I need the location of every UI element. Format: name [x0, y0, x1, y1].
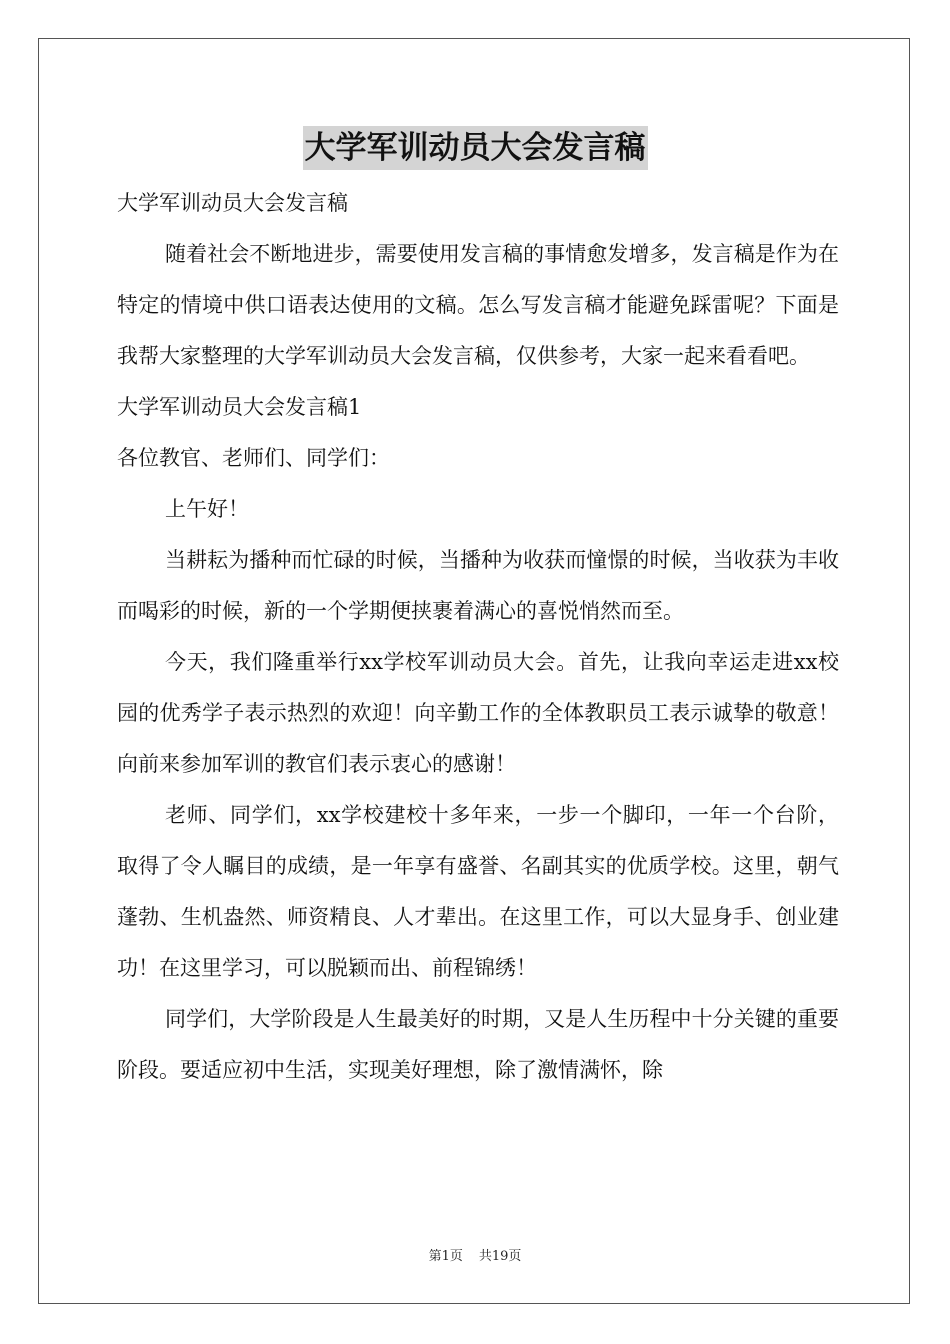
page-number: 第1页 — [428, 1249, 463, 1264]
document-title: 大学军训动员大会发言稿 — [303, 126, 648, 170]
section-heading: 大学军训动员大会发言稿1 — [117, 395, 362, 419]
salutation: 各位教官、老师们、同学们： — [117, 446, 390, 470]
paragraph: 老师、同学们，xx学校建校十多年来，一步一个脚印，一年一个台阶，取得了令人瞩目的成绩，是一年享有盛誉、名副其实的优质学校。这里，朝气蓬勃、生机盎然、师资精良、人才辈出。在这里工作，可以大显身手、创业建功！在这里学习，可以脱颖而出、前程锦绣！ — [117, 803, 839, 980]
paragraph: 今天，我们隆重举行xx学校军训动员大会。首先，让我向幸运走进xx校园的优秀学子表示热烈的欢迎！向辛勤工作的全体教职员工表示诚挚的敬意！向前来参加军训的教官们表示衷心的感谢！ — [117, 650, 839, 776]
paragraph: 同学们，大学阶段是人生最美好的时期，又是人生历程中十分关键的重要阶段。要适应初中生活，实现美好理想，除了激情满怀，除 — [117, 1007, 839, 1082]
title-area — [0, 126, 950, 170]
greeting: 上午好！ — [165, 497, 249, 521]
paragraph: 大学军训动员大会发言稿 — [117, 191, 348, 215]
page-total: 共19页 — [478, 1249, 522, 1264]
document-body — [117, 178, 839, 1096]
page-footer — [0, 1245, 950, 1264]
paragraph: 随着社会不断地进步，需要使用发言稿的事情愈发增多，发言稿是作为在特定的情境中供口语表达使用的文稿。怎么写发言稿才能避免踩雷呢？下面是我帮大家整理的大学军训动员大会发言稿，仅供参考，大家一起来看看吧。 — [117, 242, 839, 368]
paragraph: 当耕耘为播种而忙碌的时候，当播种为收获而憧憬的时候，当收获为丰收而喝彩的时候，新的一个学期便挟裹着满心的喜悦悄然而至。 — [117, 548, 839, 623]
